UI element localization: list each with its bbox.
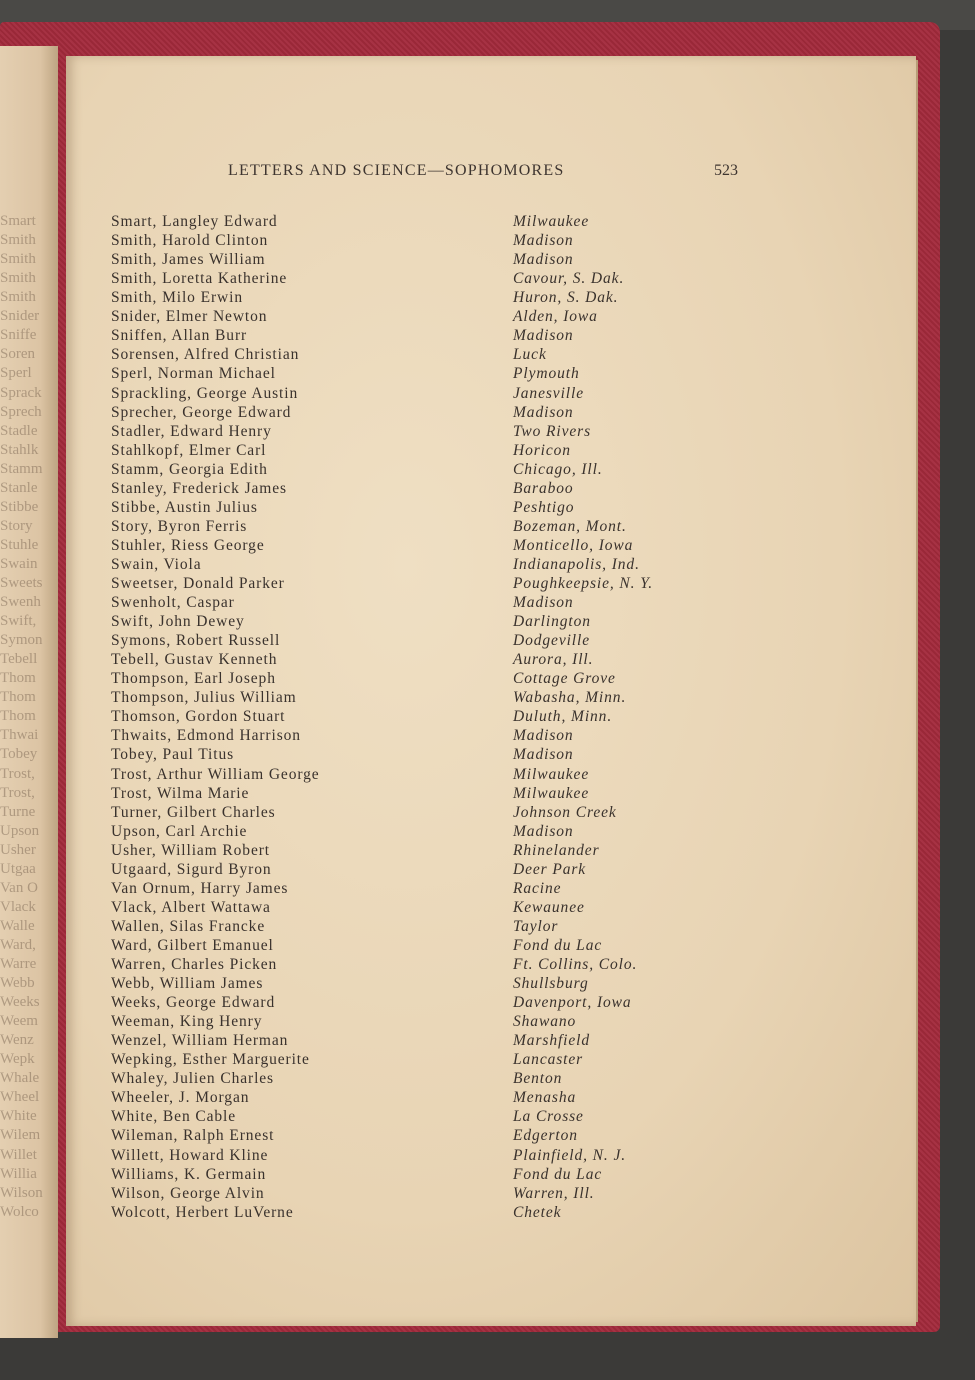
list-item <box>0 669 860 688</box>
hometown: Cavour, S. Dak. <box>513 270 625 288</box>
student-name: Wallen, Silas Francke <box>111 917 266 935</box>
student-name: Stibbe, Austin Julius <box>111 498 258 516</box>
student-name: Ward, Gilbert Emanuel <box>111 936 274 954</box>
list-item <box>0 860 860 879</box>
hometown: Madison <box>513 251 574 269</box>
student-name: Webb, William James <box>111 975 264 992</box>
student-name: Weeman, King Henry <box>111 1013 263 1031</box>
hometown: Baraboo <box>513 479 574 497</box>
previous-page-text: Sweets <box>0 575 43 591</box>
student-name: Wilson, George Alvin <box>111 1184 265 1202</box>
previous-page-text: Wenz <box>0 1032 34 1049</box>
list-item <box>0 784 860 803</box>
student-name: Usher, William Robert <box>111 841 270 859</box>
previous-page-text: Thwai <box>0 727 39 744</box>
list-item <box>0 1031 860 1050</box>
list-item <box>0 688 860 707</box>
previous-page-text: Smith <box>0 232 36 249</box>
list-item <box>0 574 860 593</box>
student-name: Whaley, Julien Charles <box>111 1070 274 1088</box>
previous-page-text: Trost, <box>0 765 35 782</box>
previous-page-text: Wheel <box>0 1089 40 1106</box>
previous-page-text: Sniffe <box>0 327 37 344</box>
student-name: Van Ornum, Harry James <box>111 879 289 897</box>
list-item <box>0 1146 860 1165</box>
hometown: La Crosse <box>513 1108 584 1126</box>
student-name: Thomson, Gordon Stuart <box>111 708 286 726</box>
student-name: Stuhler, Riess George <box>111 536 265 554</box>
previous-page-text: Sprack <box>0 384 42 401</box>
list-item <box>0 403 860 422</box>
student-name: Smith, Loretta Katherine <box>111 270 288 288</box>
previous-page-text: Wepk <box>0 1051 35 1068</box>
previous-page-text: Smart <box>0 213 36 229</box>
hometown: Huron, S. Dak. <box>513 289 619 307</box>
hometown: Milwaukee <box>513 784 590 802</box>
hometown: Racine <box>513 879 562 897</box>
hometown: Dodgeville <box>513 632 591 650</box>
hometown: Warren, Ill. <box>513 1184 595 1202</box>
previous-page-text: Smith <box>0 289 36 306</box>
hometown: Benton <box>513 1070 563 1088</box>
previous-page-text: White <box>0 1108 37 1125</box>
student-name: Stamm, Georgia Edith <box>111 460 268 478</box>
previous-page-text: Stibbe <box>0 498 39 515</box>
list-item <box>0 441 860 460</box>
list-item <box>0 1203 860 1222</box>
student-name: Swift, John Dewey <box>111 613 245 630</box>
hometown: Fond du Lac <box>513 936 603 954</box>
list-item <box>0 1069 860 1088</box>
student-name: Thompson, Earl Joseph <box>111 670 276 688</box>
list-item <box>0 1012 860 1031</box>
list-item <box>0 803 860 822</box>
student-name: Williams, K. Germain <box>111 1165 267 1183</box>
previous-page-text: Symon <box>0 632 43 649</box>
student-name: Thwaits, Edmond Harrison <box>111 727 301 745</box>
list-item <box>0 1050 860 1069</box>
list-item <box>0 707 860 726</box>
previous-page-text: Weem <box>0 1013 38 1030</box>
hometown: Duluth, Minn. <box>513 708 613 726</box>
previous-page-text: Tebell <box>0 651 38 668</box>
student-name: Utgaard, Sigurd Byron <box>111 860 272 878</box>
hometown: Monticello, Iowa <box>513 536 634 554</box>
student-name: Sprackling, George Austin <box>111 384 299 402</box>
list-item <box>0 898 860 917</box>
student-name: Turner, Gilbert Charles <box>111 803 276 821</box>
previous-page-text: Thom <box>0 689 36 706</box>
previous-page-text: Whale <box>0 1070 40 1087</box>
hometown: Madison <box>513 232 574 250</box>
previous-page-text: Webb <box>0 975 35 991</box>
student-name: Wenzel, William Herman <box>111 1032 289 1050</box>
hometown: Milwaukee <box>513 213 590 230</box>
student-name: Smart, Langley Edward <box>111 213 278 230</box>
previous-page-text: Stanle <box>0 479 38 496</box>
student-name: Stahlkopf, Elmer Carl <box>111 441 267 459</box>
student-name: Warren, Charles Picken <box>111 956 278 973</box>
list-item <box>0 955 860 974</box>
hometown: Kewaunee <box>513 898 585 916</box>
list-item <box>0 745 860 764</box>
student-name: Wileman, Ralph Ernest <box>111 1127 275 1145</box>
hometown: Wabasha, Minn. <box>513 689 627 707</box>
hometown: Luck <box>513 346 547 364</box>
hometown: Plainfield, N. J. <box>513 1146 627 1164</box>
student-name: Wepking, Esther Marguerite <box>111 1051 310 1069</box>
list-item <box>0 993 860 1012</box>
previous-page-text: Stahlk <box>0 441 39 458</box>
previous-page-text: Stamm <box>0 460 43 477</box>
student-name: Trost, Wilma Marie <box>111 784 250 802</box>
previous-page-text: Stuhle <box>0 536 39 553</box>
hometown: Davenport, Iowa <box>513 994 632 1012</box>
previous-page-text: Vlack <box>0 898 36 915</box>
hometown: Aurora, Ill. <box>513 651 594 669</box>
hometown: Shullsburg <box>513 975 589 992</box>
previous-page-text: Swenh <box>0 594 41 610</box>
student-name: Weeks, George Edward <box>111 994 276 1012</box>
list-item <box>0 765 860 784</box>
previous-page-text: Trost, <box>0 784 35 801</box>
student-name: Symons, Robert Russell <box>111 632 281 650</box>
previous-page-text: Willia <box>0 1165 37 1182</box>
previous-page-text: Thom <box>0 670 36 687</box>
list-item <box>0 841 860 860</box>
student-name: Wolcott, Herbert LuVerne <box>111 1203 294 1221</box>
student-name: Tobey, Paul Titus <box>111 746 235 764</box>
list-item <box>0 650 860 669</box>
hometown: Shawano <box>513 1013 577 1031</box>
hometown: Bozeman, Mont. <box>513 517 627 535</box>
hometown: Two Rivers <box>513 422 592 440</box>
previous-page-text: Ward, <box>0 936 36 953</box>
hometown: Edgerton <box>513 1127 578 1145</box>
previous-page-text: Weeks <box>0 994 40 1011</box>
previous-page-text: Stadle <box>0 422 38 439</box>
list-item <box>0 1126 860 1145</box>
list-item <box>0 917 860 936</box>
previous-page-text: Wilem <box>0 1127 41 1144</box>
list-item <box>0 345 860 364</box>
previous-page-text: Wilson <box>0 1184 43 1201</box>
previous-page-text: Turne <box>0 803 36 820</box>
hometown: Fond du Lac <box>513 1165 603 1183</box>
student-name: Smith, James William <box>111 251 266 269</box>
student-name: Sorensen, Alfred Christian <box>111 346 300 364</box>
hometown: Lancaster <box>513 1051 584 1069</box>
list-item <box>0 536 860 555</box>
hometown: Ft. Collins, Colo. <box>513 956 638 973</box>
previous-page-text: Soren <box>0 346 35 363</box>
hometown: Chicago, Ill. <box>513 460 603 478</box>
previous-page-text: Snider <box>0 308 40 325</box>
list-item <box>0 1088 860 1107</box>
student-name: Sprecher, George Edward <box>111 403 292 421</box>
previous-page-text: Swain <box>0 555 38 572</box>
student-name: Thompson, Julius William <box>111 689 297 707</box>
hometown: Poughkeepsie, N. Y. <box>513 575 654 592</box>
hometown: Marshfield <box>513 1032 591 1050</box>
list-item <box>0 822 860 841</box>
list-item <box>0 879 860 898</box>
previous-page-text: Story <box>0 517 33 534</box>
hometown: Chetek <box>513 1203 562 1221</box>
list-item <box>0 326 860 345</box>
hometown: Madison <box>513 822 574 840</box>
list-item <box>0 250 860 269</box>
previous-page-text: Sprech <box>0 403 42 420</box>
hometown: Johnson Creek <box>513 803 617 821</box>
list-item <box>0 460 860 479</box>
list-item <box>0 384 860 403</box>
previous-page-text: Usher <box>0 841 36 858</box>
hometown: Rhinelander <box>513 841 600 859</box>
list-item <box>0 936 860 955</box>
list-item <box>0 498 860 517</box>
list-item <box>0 612 860 631</box>
student-name: Vlack, Albert Wattawa <box>111 898 271 916</box>
hometown: Darlington <box>513 613 591 630</box>
hometown: Madison <box>513 403 574 421</box>
student-name: Smith, Milo Erwin <box>111 289 243 307</box>
student-name: Willett, Howard Kline <box>111 1146 269 1164</box>
list-item <box>0 307 860 326</box>
hometown: Alden, Iowa <box>513 308 598 326</box>
list-item <box>0 726 860 745</box>
hometown: Madison <box>513 594 574 611</box>
student-name: Wheeler, J. Morgan <box>111 1089 250 1107</box>
student-name: Tebell, Gustav Kenneth <box>111 651 278 669</box>
previous-page-text: Thom <box>0 708 36 725</box>
previous-page-text: Utgaa <box>0 860 36 877</box>
hometown: Menasha <box>513 1089 577 1107</box>
student-name: Swain, Viola <box>111 555 202 573</box>
list-item <box>0 288 860 307</box>
student-name: Snider, Elmer Newton <box>111 308 268 326</box>
student-name: Trost, Arthur William George <box>111 765 320 783</box>
list-item <box>0 422 860 441</box>
hometown: Madison <box>513 727 574 745</box>
hometown: Horicon <box>513 441 571 459</box>
previous-page-text: Sperl <box>0 365 32 382</box>
previous-page-text: Willet <box>0 1146 37 1163</box>
previous-page-text: Van O <box>0 879 38 896</box>
list-item <box>0 479 860 498</box>
list-item <box>0 269 860 288</box>
list-item <box>0 517 860 536</box>
list-item <box>0 1184 860 1203</box>
list-item <box>0 593 860 612</box>
list-item <box>0 231 860 250</box>
list-item <box>0 631 860 650</box>
previous-page-text: Wolco <box>0 1203 39 1220</box>
hometown: Peshtigo <box>513 498 575 516</box>
student-name: White, Ben Cable <box>111 1108 237 1126</box>
hometown: Plymouth <box>513 365 580 383</box>
hometown: Indianapolis, Ind. <box>513 555 640 573</box>
student-name: Story, Byron Ferris <box>111 517 248 535</box>
list-item <box>0 555 860 574</box>
previous-page-text: Smith <box>0 270 36 287</box>
hometown: Cottage Grove <box>513 670 616 688</box>
list-item <box>0 364 860 383</box>
student-name: Stanley, Frederick James <box>111 479 287 497</box>
student-name: Smith, Harold Clinton <box>111 232 269 250</box>
hometown: Milwaukee <box>513 765 590 783</box>
running-head: LETTERS AND SCIENCE—SOPHOMORES <box>228 162 565 179</box>
hometown: Taylor <box>513 917 559 935</box>
previous-page-text: Swift, <box>0 613 37 629</box>
student-name: Sniffen, Allan Burr <box>111 327 248 345</box>
student-name: Upson, Carl Archie <box>111 822 248 840</box>
hometown: Janesville <box>513 384 584 402</box>
previous-page-text: Smith <box>0 251 36 268</box>
student-name: Sperl, Norman Michael <box>111 365 276 383</box>
previous-page-text: Tobey <box>0 746 38 763</box>
list-item <box>0 212 860 231</box>
hometown: Madison <box>513 327 574 345</box>
previous-page-text: Walle <box>0 917 35 934</box>
previous-page-text: Upson <box>0 822 40 839</box>
previous-page-text: Warre <box>0 956 37 972</box>
list-item <box>0 974 860 993</box>
student-name: Stadler, Edward Henry <box>111 422 272 440</box>
page-number: 523 <box>714 162 738 179</box>
student-name: Sweetser, Donald Parker <box>111 575 285 592</box>
list-item <box>0 1165 860 1184</box>
list-item <box>0 1107 860 1126</box>
hometown: Deer Park <box>513 860 587 878</box>
student-name: Swenholt, Caspar <box>111 594 235 611</box>
hometown: Madison <box>513 746 574 764</box>
